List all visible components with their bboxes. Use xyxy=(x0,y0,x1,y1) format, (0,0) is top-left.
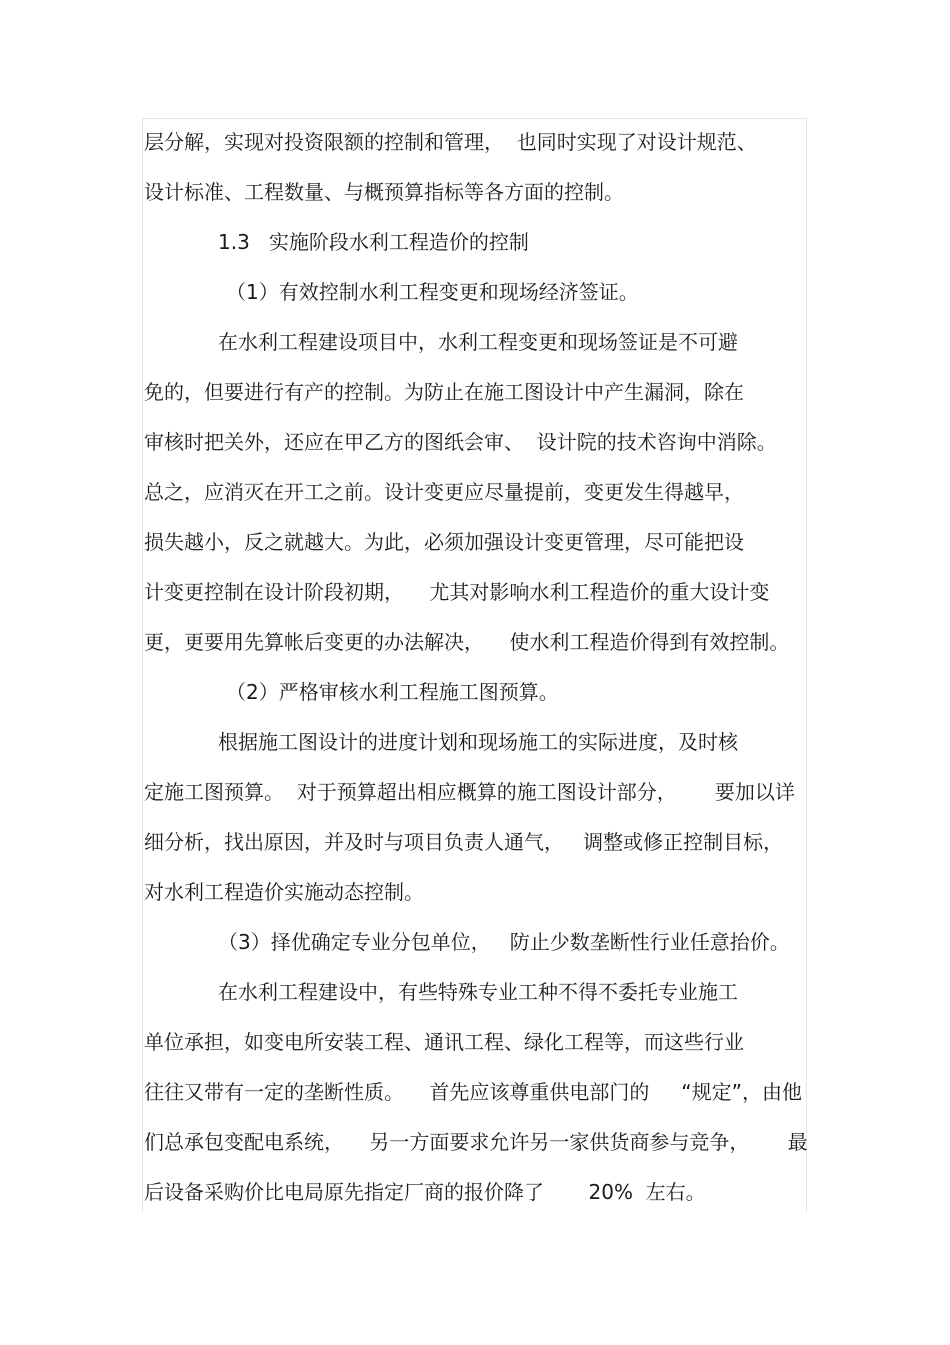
text-line: 免的，但要进行有产的控制。为防止在施工图设计中产生漏洞，除在 xyxy=(144,380,744,404)
text-line: 细分析，找出原因，并及时与项目负责人通气， 调整或修正控制目标， xyxy=(144,830,784,854)
text-line: 损失越小，反之就越大。为此，必须加强设计变更管理，尽可能把设 xyxy=(144,530,744,554)
text-line: 们总承包变配电系统， 另一方面要求允许另一家供货商参与竞争， 最 xyxy=(144,1130,808,1154)
text-line: 定施工图预算。 对于预算超出相应概算的施工图设计部分， 要加以详 xyxy=(144,780,795,804)
text-line: 单位承担，如变电所安装工程、通讯工程、绿化工程等，而这些行业 xyxy=(144,1030,744,1054)
text-line: 计变更控制在设计阶段初期， 尤其对影响水利工程造价的重大设计变 xyxy=(144,580,770,604)
text-line: 层分解，实现对投资限额的控制和管理， 也同时实现了对设计规范、 xyxy=(144,130,757,154)
text-line: 往往又带有一定的垄断性质。 首先应该尊重供电部门的 “规定”，由他 xyxy=(144,1080,802,1104)
section-heading: 1.3 实施阶段水利工程造价的控制 xyxy=(218,230,529,254)
text-line: 根据施工图设计的进度计划和现场施工的实际进度，及时核 xyxy=(218,730,738,754)
text-line: 设计标准、工程数量、与概预算指标等各方面的控制。 xyxy=(144,180,624,204)
text-line: 对水利工程造价实施动态控制。 xyxy=(144,880,424,904)
text-line: 在水利工程建设项目中，水利工程变更和现场签证是不可避 xyxy=(218,330,738,354)
subsection-heading: （1）有效控制水利工程变更和现场经济签证。 xyxy=(226,280,639,304)
text-line: 审核时把关外，还应在甲乙方的图纸会审、 设计院的技术咨询中消除。 xyxy=(144,430,777,454)
text-line: 后设备采购价比电局原先指定厂商的报价降了 20% 左右。 xyxy=(144,1180,706,1204)
text-line: 总之，应消灭在开工之前。设计变更应尽量提前，变更发生得越早， xyxy=(144,480,744,504)
subsection-heading: （2）严格审核水利工程施工图预算。 xyxy=(226,680,559,704)
subsection-heading: （3）择优确定专业分包单位， 防止少数垄断性行业任意抬价。 xyxy=(218,930,790,954)
text-line: 在水利工程建设中，有些特殊专业工种不得不委托专业施工 xyxy=(218,980,738,1004)
text-line: 更，更要用先算帐后变更的办法解决， 使水利工程造价得到有效控制。 xyxy=(144,630,790,654)
